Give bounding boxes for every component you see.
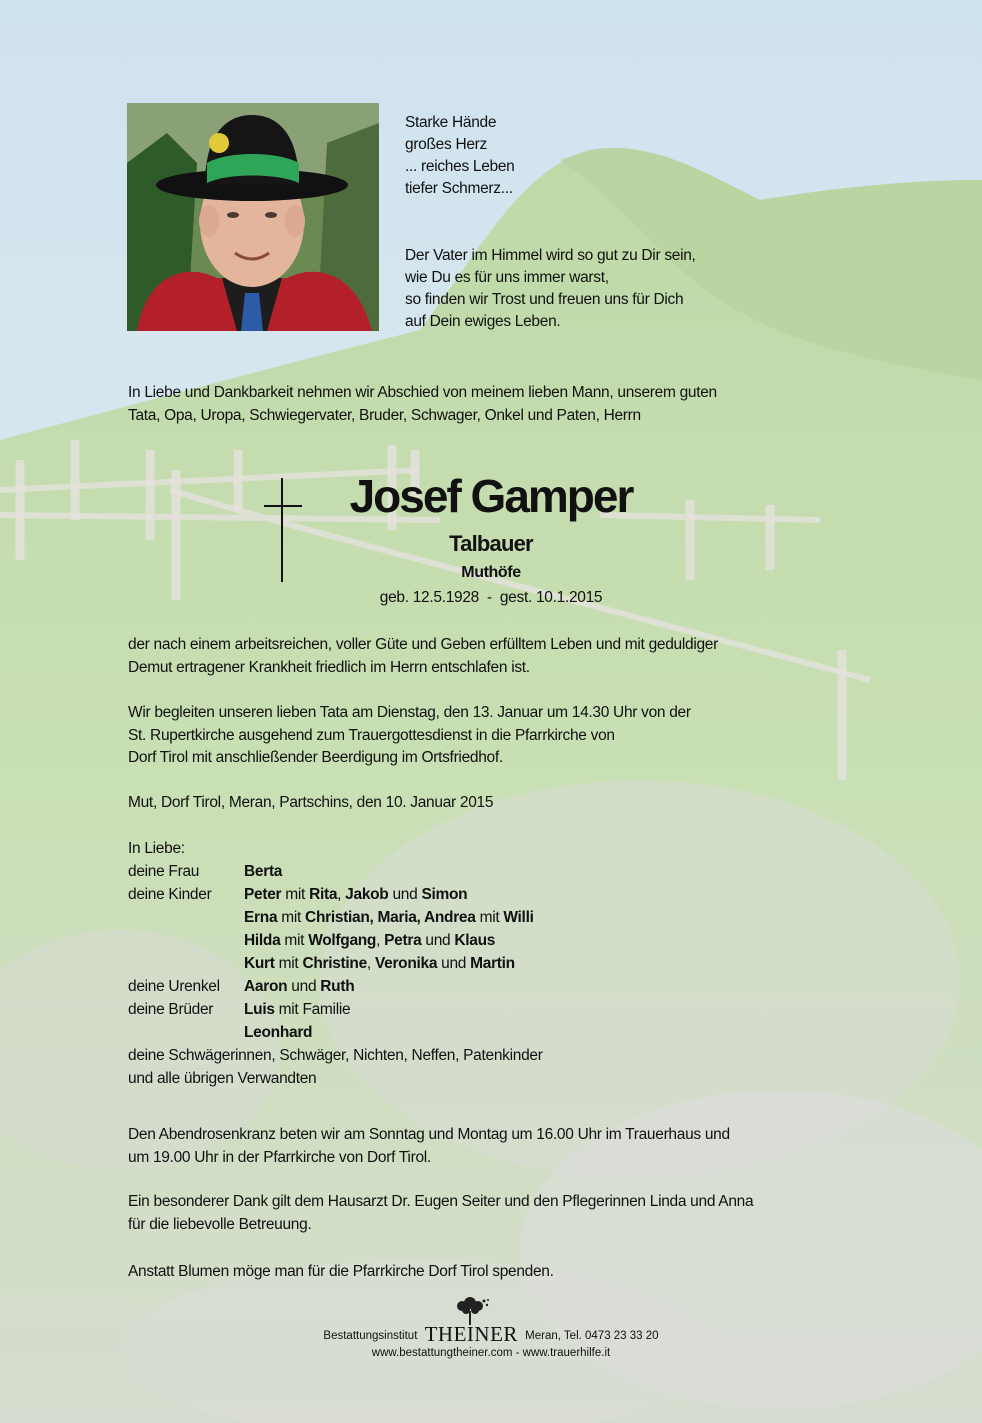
mourner-name: Klaus xyxy=(454,932,496,949)
mourner-row-brothers xyxy=(128,998,543,1044)
thanks-text xyxy=(128,1191,753,1236)
flowers-text: Anstatt Blumen möge man für die Pfarrkirche Dorf Tirol spenden. xyxy=(128,1263,554,1280)
mourner-names xyxy=(244,975,354,998)
connector-text: und xyxy=(421,932,455,949)
verse-line: auf Dein ewiges Leben. xyxy=(405,313,561,330)
funeral-text xyxy=(128,702,691,770)
deceased-place: Muthöfe xyxy=(461,564,521,581)
mourner-name: Simon xyxy=(421,886,468,903)
footer-web: www.bestattungtheiner.com - www.trauerhilfe.it xyxy=(371,1347,611,1359)
connector-text: mit xyxy=(281,886,310,903)
mourner-row-wife xyxy=(128,860,543,883)
mourner-name: Aaron xyxy=(244,978,288,995)
connector-text: , xyxy=(366,955,375,972)
verse-line: tiefer Schmerz... xyxy=(405,180,513,197)
connector-text: mit xyxy=(277,909,306,926)
child-family-line xyxy=(244,883,534,906)
brothers-names xyxy=(244,998,350,1044)
mourner-row-children xyxy=(128,883,543,975)
mourner-name: Erna xyxy=(244,909,278,926)
place-date: Mut, Dorf Tirol, Meran, Partschins, den 10. Januar 2015 xyxy=(128,794,494,811)
verse-line: Starke Hände xyxy=(405,114,497,131)
text-line: der nach einem arbeitsreichen, voller Güte und Geben erfülltem Leben und mit geduldiger xyxy=(128,636,718,653)
deceased-dates: geb. 12.5.1928 - gest. 10.1.2015 xyxy=(379,589,603,606)
intro-text xyxy=(128,382,717,427)
verse-2 xyxy=(405,245,696,333)
mourner-name: Kurt xyxy=(244,955,275,972)
text-line: In Liebe und Dankbarkeit nehmen wir Abschied von meinem lieben Mann, unserem guten xyxy=(128,384,717,401)
mourner-name: Martin xyxy=(470,955,515,972)
connector-text: , xyxy=(376,932,385,949)
mourners-heading: In Liebe: xyxy=(128,840,185,857)
verse-line: großes Herz xyxy=(405,136,487,153)
mourner-name: Jakob xyxy=(345,886,389,903)
relation-label: deine Kinder xyxy=(128,886,212,903)
mourner-name: Ruth xyxy=(320,978,355,995)
deceased-name: Josef Gamper xyxy=(349,470,633,522)
portrait-photo xyxy=(127,103,379,331)
text-line: für die liebevolle Betreuung. xyxy=(128,1215,312,1233)
text-line: St. Rupertkirche ausgehend zum Trauergottesdienst in die Pfarrkirche von xyxy=(128,726,615,744)
mourner-name: Christian, Maria, Andrea xyxy=(305,909,476,926)
connector-text: , xyxy=(337,886,346,903)
brother-line xyxy=(244,998,350,1021)
footer-contact: Meran, Tel. 0473 23 33 20 xyxy=(525,1330,659,1342)
mourner-name: Hilda xyxy=(244,932,281,949)
text-line: Wir begleiten unseren lieben Tata am Dienstag, den 13. Januar um 14.30 Uhr von der xyxy=(128,704,691,721)
mourners-list xyxy=(128,837,543,1090)
text-line: Ein besonderer Dank gilt dem Hausarzt Dr. Eugen Seiter und den Pflegerinnen Linda und Anna xyxy=(128,1193,754,1210)
mourner-name: Rita xyxy=(309,886,338,903)
footer-brand: THEINER xyxy=(424,1322,518,1346)
other-relatives: und alle übrigen Verwandten xyxy=(128,1070,317,1087)
death-text xyxy=(128,634,718,679)
deceased-nickname: Talbauer xyxy=(449,531,533,556)
text-line: Demut ertragener Krankheit friedlich im Herrn entschlafen ist. xyxy=(128,658,530,676)
child-family-line xyxy=(244,906,534,929)
verse-line: ... reiches Leben xyxy=(405,158,515,175)
verse-1 xyxy=(405,112,515,200)
connector-text: mit xyxy=(475,909,504,926)
verse-line: so finden wir Trost und freuen uns für Dich xyxy=(405,291,684,308)
mourner-name: Veronika xyxy=(374,955,438,972)
connector-text: mit Familie xyxy=(274,1001,351,1018)
child-family-line xyxy=(244,952,534,975)
mourner-name: Willi xyxy=(503,909,534,926)
mourner-name: Berta xyxy=(244,863,283,880)
mourner-name: Petra xyxy=(384,932,422,949)
footer-prefix: Bestattungsinstitut xyxy=(323,1330,418,1342)
children-names xyxy=(244,883,534,975)
rosary-text xyxy=(128,1124,730,1169)
verse-line: Der Vater im Himmel wird so gut zu Dir sein, xyxy=(405,247,696,264)
connector-text: und xyxy=(388,886,422,903)
brother-line xyxy=(244,1021,350,1044)
relation-label: deine Frau xyxy=(128,863,200,880)
verse-line: wie Du es für uns immer warst, xyxy=(405,269,609,286)
mourner-name: Peter xyxy=(244,886,282,903)
text-line: Dorf Tirol mit anschließender Beerdigung im Ortsfriedhof. xyxy=(128,749,503,767)
mourner-name: Christine xyxy=(302,955,367,972)
connector-text: und xyxy=(437,955,471,972)
text-line: Tata, Opa, Uropa, Schwiegervater, Bruder, Schwager, Onkel und Paten, Herrn xyxy=(128,406,641,424)
connector-text: und xyxy=(287,978,321,995)
mourner-name: Luis xyxy=(244,1001,275,1018)
relation-label: deine Brüder xyxy=(128,1001,214,1018)
mourner-name: Wolfgang xyxy=(308,932,377,949)
text-line: Den Abendrosenkranz beten wir am Sonntag und Montag um 16.00 Uhr im Trauerhaus und xyxy=(128,1126,730,1143)
mourner-name: Leonhard xyxy=(244,1024,313,1041)
mourner-row-greatgrandchildren xyxy=(128,975,543,998)
connector-text: mit xyxy=(280,932,309,949)
text-line: um 19.00 Uhr in der Pfarrkirche von Dorf Tirol. xyxy=(128,1148,431,1166)
relation-label: deine Urenkel xyxy=(128,978,220,995)
connector-text: mit xyxy=(274,955,303,972)
child-family-line xyxy=(244,929,534,952)
other-relatives: deine Schwägerinnen, Schwäger, Nichten, Neffen, Patenkinder xyxy=(128,1047,543,1064)
